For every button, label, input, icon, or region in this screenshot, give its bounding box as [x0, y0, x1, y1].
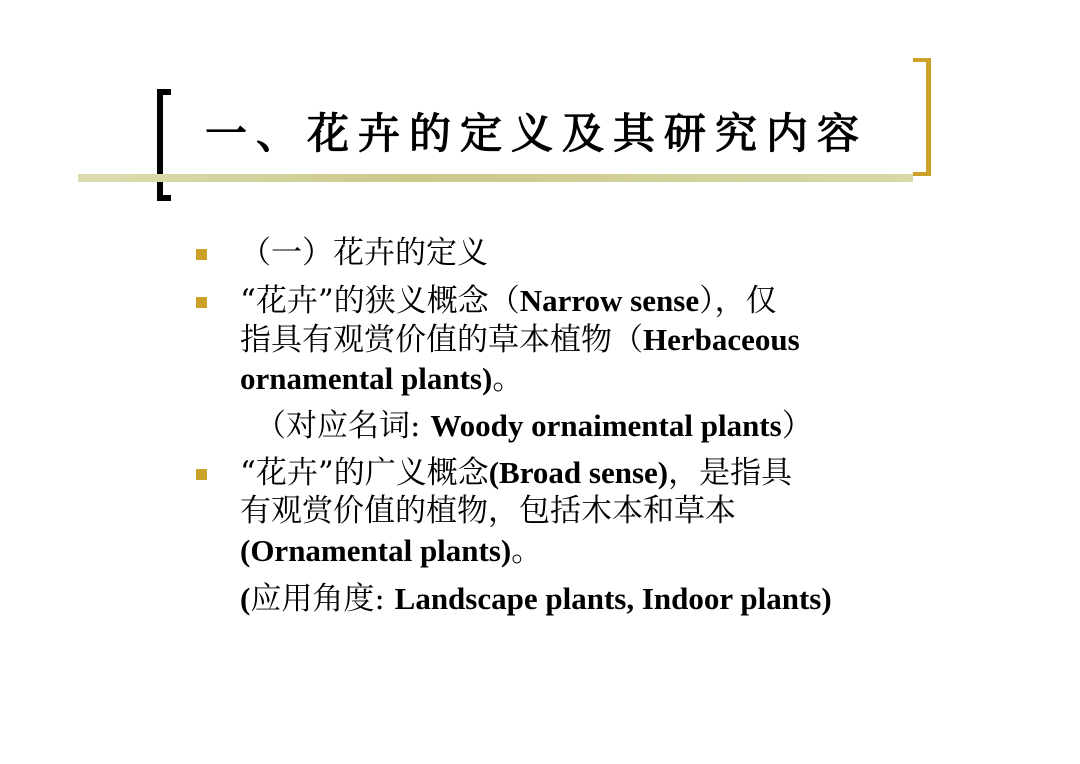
bullet-2-line-3 [240, 363, 523, 395]
bullet-marker [196, 249, 207, 260]
text-cn: ），仅 [699, 283, 777, 319]
text-en: ornamental plants) [240, 361, 493, 396]
bullet-marker [196, 297, 207, 308]
text-cn: ，是指具 [668, 455, 793, 491]
text-cn: 。 [492, 361, 524, 397]
text-cn: 应用角度: [250, 581, 385, 617]
bullet-3-note [240, 583, 832, 615]
bullet-marker [196, 469, 207, 480]
bullet-2-line-2 [240, 324, 800, 356]
bullet-1-line: （一）花卉的定义 [240, 235, 488, 271]
text-cn: 指具有观赏价值的草本植物（ [240, 322, 643, 358]
title-underline [78, 174, 913, 182]
text-en: Narrow sense [519, 283, 700, 318]
bullet-1-text [240, 235, 488, 271]
text-en: Landscape plants, Indoor plants) [394, 581, 832, 616]
bullet-2-note [255, 410, 813, 442]
bullet-3-line-3 [240, 535, 542, 567]
slide-title: 一、花卉的定义及其研究内容 [205, 109, 869, 158]
bullet-3-line-2 [240, 493, 736, 529]
text-en: Herbaceous [643, 322, 800, 357]
bullet-2-line-1 [240, 285, 777, 317]
text-cn: 。 [511, 533, 543, 569]
title-bracket-right [913, 58, 931, 176]
text-cn: “花卉”的广义概念 [240, 455, 489, 491]
text-cn: （对应名词: [255, 408, 421, 444]
text-cn: “花卉”的狭义概念（ [240, 283, 520, 319]
text-en: (Ornamental plants) [240, 533, 512, 568]
text-en: (Broad sense) [488, 455, 669, 490]
text-en: ( [240, 581, 251, 616]
text-en: Woody ornaimental plants [430, 408, 782, 443]
text-cn: 有观赏价值的植物，包括木本和草本 [240, 493, 736, 529]
title-bracket-left [157, 89, 171, 201]
bullet-3-line-1 [240, 457, 792, 489]
text-cn: ） [781, 408, 813, 444]
